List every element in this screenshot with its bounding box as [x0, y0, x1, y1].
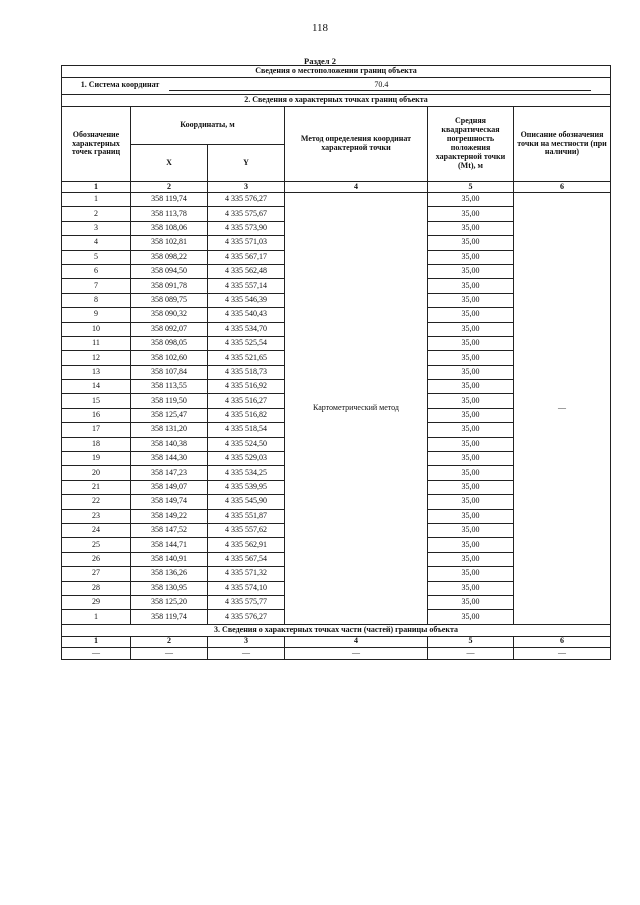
section-label: Раздел 2 [304, 56, 336, 66]
empty-cell: — [62, 647, 131, 659]
point-x: 358 136,26 [131, 567, 208, 581]
point-number: 22 [62, 495, 131, 509]
point-error: 35,00 [428, 437, 514, 451]
point-number: 27 [62, 567, 131, 581]
point-x: 358 108,06 [131, 221, 208, 235]
col-method-header: Метод определения координат характерной точки [285, 107, 428, 182]
point-x: 358 140,38 [131, 437, 208, 451]
point-x: 358 094,50 [131, 264, 208, 278]
column-number: 5 [428, 182, 514, 193]
table-row [62, 193, 611, 207]
point-error: 35,00 [428, 336, 514, 350]
point-y: 4 335 575,77 [208, 595, 285, 609]
point-y: 4 335 571,03 [208, 236, 285, 250]
point-y: 4 335 574,10 [208, 581, 285, 595]
point-number: 26 [62, 552, 131, 566]
column-number: 6 [514, 182, 611, 193]
point-x: 358 119,50 [131, 394, 208, 408]
point-error: 35,00 [428, 523, 514, 537]
point-x: 358 147,52 [131, 523, 208, 537]
point-number: 3 [62, 221, 131, 235]
point-x: 358 098,05 [131, 336, 208, 350]
point-error: 35,00 [428, 552, 514, 566]
point-y: 4 335 525,54 [208, 336, 285, 350]
section2-title: 2. Сведения о характерных точках границ объекта [62, 95, 611, 107]
point-number: 17 [62, 423, 131, 437]
column-number: 4 [285, 636, 428, 647]
column-number: 6 [514, 636, 611, 647]
point-number: 6 [62, 264, 131, 278]
point-x: 358 119,74 [131, 610, 208, 624]
column-number: 3 [208, 182, 285, 193]
point-error: 35,00 [428, 351, 514, 365]
empty-cell: — [131, 647, 208, 659]
section3-title: 3. Сведения о характерных точках части (частей) границы объекта [62, 624, 611, 636]
point-error: 35,00 [428, 538, 514, 552]
empty-cell: — [514, 647, 611, 659]
point-number: 11 [62, 336, 131, 350]
point-y: 4 335 516,27 [208, 394, 285, 408]
point-error: 35,00 [428, 264, 514, 278]
point-error: 35,00 [428, 466, 514, 480]
point-error: 35,00 [428, 236, 514, 250]
point-error: 35,00 [428, 308, 514, 322]
point-number: 12 [62, 351, 131, 365]
point-x: 358 113,78 [131, 207, 208, 221]
point-error: 35,00 [428, 293, 514, 307]
point-error: 35,00 [428, 610, 514, 624]
point-number: 5 [62, 250, 131, 264]
point-error: 35,00 [428, 408, 514, 422]
point-x: 358 125,47 [131, 408, 208, 422]
point-y: 4 335 573,90 [208, 221, 285, 235]
point-error: 35,00 [428, 595, 514, 609]
point-y: 4 335 546,39 [208, 293, 285, 307]
point-y: 4 335 524,50 [208, 437, 285, 451]
column-number: 2 [131, 182, 208, 193]
col-description-header: Описание обозначения точки на местности (при наличии) [514, 107, 611, 182]
point-y: 4 335 518,54 [208, 423, 285, 437]
col-coordinates-header: Координаты, м [131, 107, 285, 145]
point-x: 358 089,75 [131, 293, 208, 307]
point-y: 4 335 540,43 [208, 308, 285, 322]
column-number: 5 [428, 636, 514, 647]
column-number: 1 [62, 636, 131, 647]
point-number: 4 [62, 236, 131, 250]
coord-system-row [62, 78, 611, 95]
point-number: 9 [62, 308, 131, 322]
point-y: 4 335 575,67 [208, 207, 285, 221]
point-error: 35,00 [428, 394, 514, 408]
point-number: 18 [62, 437, 131, 451]
point-y: 4 335 529,03 [208, 452, 285, 466]
point-error: 35,00 [428, 193, 514, 207]
point-number: 7 [62, 279, 131, 293]
section3-empty-row [62, 647, 611, 659]
column-number-row [62, 182, 611, 193]
point-y: 4 335 551,87 [208, 509, 285, 523]
point-y: 4 335 518,73 [208, 365, 285, 379]
col-error-header: Средняя квадратическая погрешность положения характерной точки (Mt), м [428, 107, 514, 182]
point-x: 358 125,20 [131, 595, 208, 609]
point-x: 358 131,20 [131, 423, 208, 437]
point-x: 358 102,81 [131, 236, 208, 250]
point-error: 35,00 [428, 480, 514, 494]
point-x: 358 144,30 [131, 452, 208, 466]
point-y: 4 335 567,54 [208, 552, 285, 566]
column-number: 2 [131, 636, 208, 647]
point-x: 358 092,07 [131, 322, 208, 336]
point-number: 25 [62, 538, 131, 552]
point-error: 35,00 [428, 322, 514, 336]
point-number: 2 [62, 207, 131, 221]
point-x: 358 102,60 [131, 351, 208, 365]
empty-cell: — [428, 647, 514, 659]
point-x: 358 098,22 [131, 250, 208, 264]
point-error: 35,00 [428, 423, 514, 437]
point-x: 358 147,23 [131, 466, 208, 480]
empty-cell: — [208, 647, 285, 659]
description-cell: — [514, 193, 611, 625]
point-x: 358 091,78 [131, 279, 208, 293]
point-x: 358 140,91 [131, 552, 208, 566]
point-error: 35,00 [428, 380, 514, 394]
col-designation-header: Обозначение характерных точек границ [62, 107, 131, 182]
point-x: 358 149,22 [131, 509, 208, 523]
empty-cell: — [285, 647, 428, 659]
point-number: 14 [62, 380, 131, 394]
point-y: 4 335 521,65 [208, 351, 285, 365]
method-cell: Картометрический метод [285, 193, 428, 625]
coord-system-label: 1. Система координат [80, 80, 160, 90]
boundary-table [61, 65, 611, 660]
section3-column-number-row [62, 636, 611, 647]
col-y-header: Y [208, 145, 285, 182]
point-x: 358 107,84 [131, 365, 208, 379]
point-x: 358 130,95 [131, 581, 208, 595]
point-x: 358 144,71 [131, 538, 208, 552]
point-y: 4 335 576,27 [208, 610, 285, 624]
point-error: 35,00 [428, 495, 514, 509]
point-y: 4 335 534,25 [208, 466, 285, 480]
point-error: 35,00 [428, 567, 514, 581]
point-number: 15 [62, 394, 131, 408]
point-number: 13 [62, 365, 131, 379]
point-number: 29 [62, 595, 131, 609]
page-number: 118 [311, 22, 329, 34]
point-number: 1 [62, 610, 131, 624]
point-y: 4 335 567,17 [208, 250, 285, 264]
column-number: 1 [62, 182, 131, 193]
document-title: Сведения о местоположении границ объекта [62, 66, 611, 78]
point-number: 20 [62, 466, 131, 480]
point-x: 358 149,74 [131, 495, 208, 509]
point-y: 4 335 571,32 [208, 567, 285, 581]
point-x: 358 119,74 [131, 193, 208, 207]
point-y: 4 335 539,95 [208, 480, 285, 494]
point-y: 4 335 576,27 [208, 193, 285, 207]
point-number: 21 [62, 480, 131, 494]
point-number: 28 [62, 581, 131, 595]
point-y: 4 335 534,70 [208, 322, 285, 336]
coord-system-value: 70.4 [169, 81, 591, 91]
point-y: 4 335 545,90 [208, 495, 285, 509]
point-error: 35,00 [428, 221, 514, 235]
point-error: 35,00 [428, 365, 514, 379]
point-number: 16 [62, 408, 131, 422]
column-number: 3 [208, 636, 285, 647]
point-y: 4 335 557,62 [208, 523, 285, 537]
point-x: 358 113,55 [131, 380, 208, 394]
point-error: 35,00 [428, 279, 514, 293]
point-number: 19 [62, 452, 131, 466]
point-y: 4 335 516,82 [208, 408, 285, 422]
column-number: 4 [285, 182, 428, 193]
point-number: 8 [62, 293, 131, 307]
point-number: 23 [62, 509, 131, 523]
point-y: 4 335 516,92 [208, 380, 285, 394]
point-y: 4 335 562,91 [208, 538, 285, 552]
point-error: 35,00 [428, 250, 514, 264]
point-x: 358 149,07 [131, 480, 208, 494]
point-x: 358 090,32 [131, 308, 208, 322]
point-number: 24 [62, 523, 131, 537]
col-x-header: X [131, 145, 208, 182]
point-error: 35,00 [428, 207, 514, 221]
point-number: 1 [62, 193, 131, 207]
point-error: 35,00 [428, 509, 514, 523]
point-y: 4 335 562,48 [208, 264, 285, 278]
point-error: 35,00 [428, 581, 514, 595]
point-number: 10 [62, 322, 131, 336]
point-y: 4 335 557,14 [208, 279, 285, 293]
point-error: 35,00 [428, 452, 514, 466]
